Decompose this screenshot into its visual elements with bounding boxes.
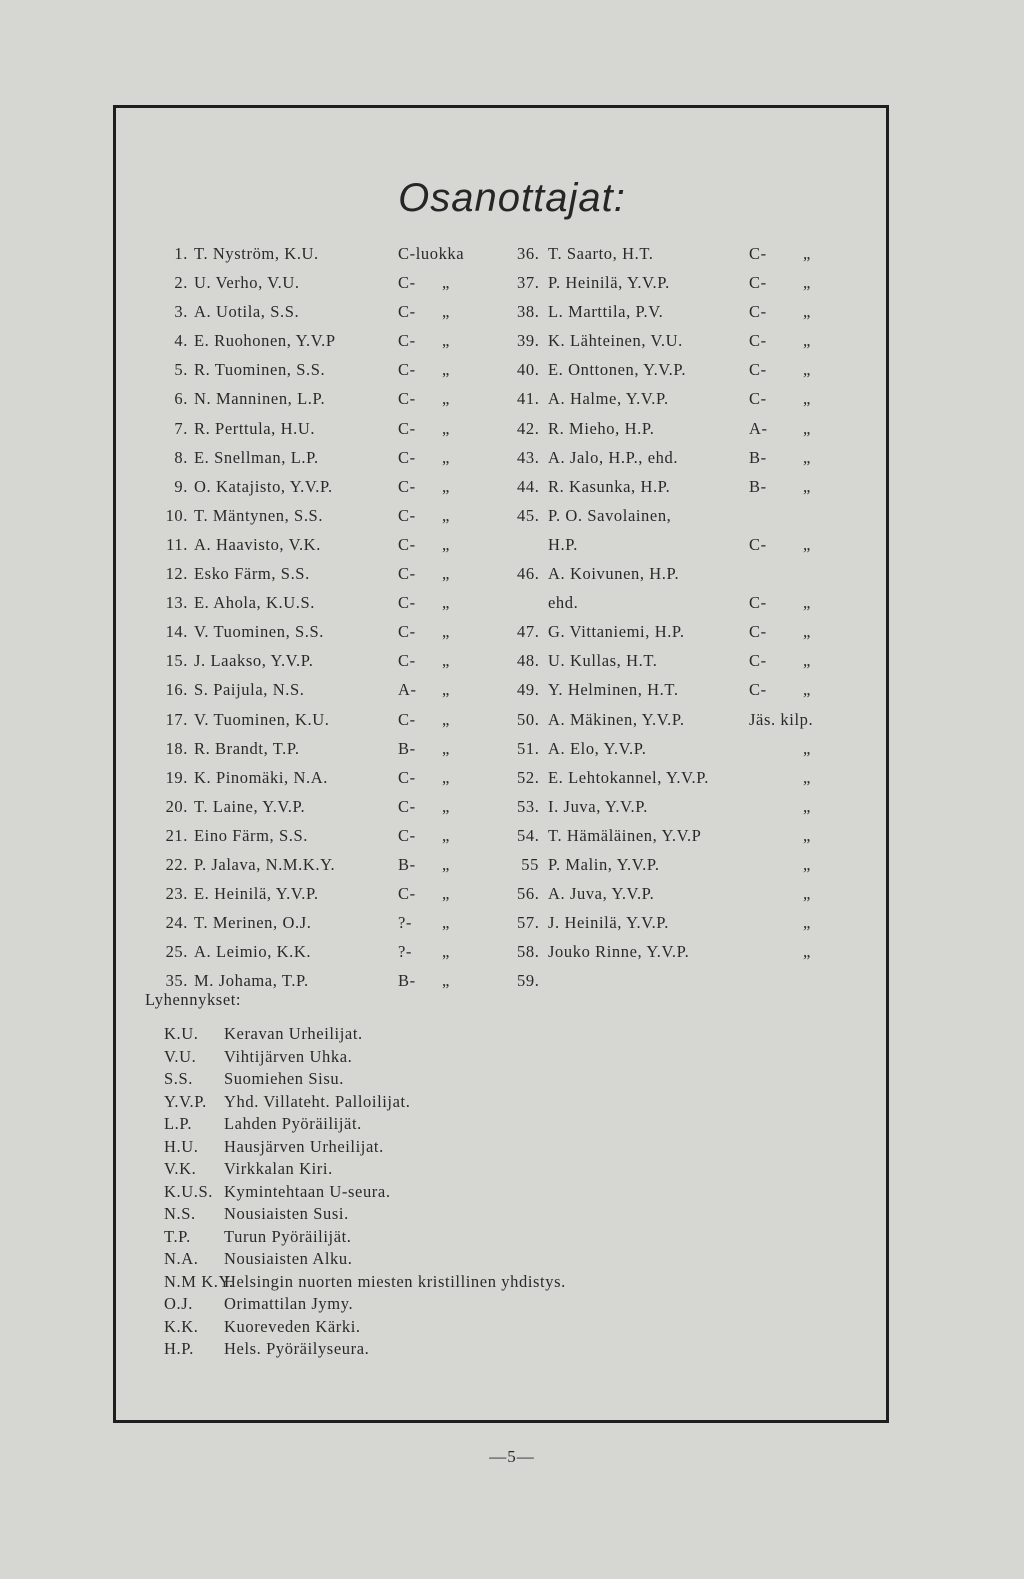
abbreviation-key: S.S. [164, 1069, 194, 1088]
participant-number: 3. [174, 302, 188, 322]
ditto-mark: „ [442, 360, 450, 380]
participant-number: 38. [517, 302, 540, 322]
participant-name: P. Jalava, N.M.K.Y. [194, 854, 336, 874]
abbreviation-key: K.U. [164, 1024, 199, 1043]
participant-name: K. Lähteinen, V.U. [548, 331, 683, 351]
ditto-mark: „ [803, 680, 811, 700]
ditto-mark: „ [442, 738, 450, 758]
participant-class: C- [398, 447, 416, 467]
participant-name: R. Brandt, T.P. [194, 738, 300, 758]
ditto-mark: „ [803, 767, 811, 787]
participant-name: S. Paijula, N.S. [194, 680, 305, 700]
ditto-mark: „ [442, 825, 450, 845]
participant-class: B- [398, 971, 416, 991]
ditto-mark: „ [442, 331, 450, 351]
participant-name: A. Jalo, H.P., ehd. [548, 447, 679, 467]
ditto-mark: „ [442, 942, 450, 962]
ditto-mark: „ [442, 651, 450, 671]
participant-class: B- [749, 476, 767, 496]
ditto-mark: „ [442, 593, 450, 613]
participant-number: 37. [517, 273, 540, 293]
participant-name: T. Mäntynen, S.S. [194, 505, 324, 525]
participant-name: P. Heinilä, Y.V.P. [548, 273, 670, 293]
participant-class: C- [398, 622, 416, 642]
ditto-mark: „ [803, 942, 811, 962]
participant-number: 17. [165, 709, 188, 729]
participant-name: ehd. [548, 593, 579, 613]
ditto-mark: „ [803, 273, 811, 293]
participant-name: T. Hämäläinen, Y.V.P [548, 825, 702, 845]
participant-number: 18. [165, 738, 188, 758]
participant-class: C- [398, 709, 416, 729]
participant-name: A. Mäkinen, Y.V.P. [548, 709, 685, 729]
ditto-mark: „ [803, 476, 811, 496]
participant-number: 36. [517, 244, 540, 263]
participant-name: A. Uotila, S.S. [194, 302, 300, 322]
participant-name: E. Heinilä, Y.V.P. [194, 884, 319, 904]
participant-class: C- [398, 651, 416, 671]
participant-number: 58. [517, 942, 540, 962]
ditto-mark: „ [442, 622, 450, 642]
participant-number: 21. [165, 825, 188, 845]
participant-class: C- [398, 593, 416, 613]
participant-class: C- [749, 244, 767, 263]
participant-number: 15. [165, 651, 188, 671]
participant-name: Eino Färm, S.S. [194, 825, 308, 845]
participant-class: B- [398, 854, 416, 874]
participant-name: R. Kasunka, H.P. [548, 476, 671, 496]
ditto-mark: „ [442, 767, 450, 787]
participant-name: U. Verho, V.U. [194, 273, 300, 293]
participant-class: Jäs. kilp. [749, 709, 814, 729]
participant-class: C- [398, 564, 416, 584]
participant-name: K. Pinomäki, N.A. [194, 767, 328, 787]
abbreviations-heading: Lyhennykset: [145, 990, 242, 1009]
participant-class: C- [398, 273, 416, 293]
ditto-mark: „ [803, 738, 811, 758]
abbreviation-key: N.M K.Y. [164, 1271, 234, 1291]
participant-number: 57. [517, 913, 540, 933]
participant-class: ?- [398, 942, 413, 962]
participant-name: A. Juva, Y.V.P. [548, 884, 655, 904]
ditto-mark: „ [442, 854, 450, 874]
abbreviation-value: Kuoreveden Kärki. [224, 1316, 361, 1336]
participant-number: 50. [517, 709, 540, 729]
ditto-mark: „ [803, 884, 811, 904]
abbreviation-value: Nousiaisten Susi. [224, 1204, 349, 1223]
participant-name: A. Leimio, K.K. [194, 942, 312, 962]
ditto-mark: „ [803, 302, 811, 322]
ditto-mark: „ [803, 244, 811, 263]
participant-number: 23. [165, 884, 188, 904]
participant-class: C- [749, 302, 767, 322]
participant-number: 41. [517, 389, 540, 409]
participant-class: C- [398, 884, 416, 904]
ditto-mark: „ [442, 680, 450, 700]
participant-name: T. Laine, Y.V.P. [194, 796, 306, 816]
participant-number: 52. [517, 767, 540, 787]
participant-number: 8. [174, 447, 188, 467]
participant-number: 20. [165, 796, 188, 816]
abbreviation-value: Orimattilan Jymy. [224, 1294, 354, 1313]
participant-number: 10. [165, 505, 188, 525]
participant-class: C- [398, 825, 416, 845]
participant-number: 48. [517, 651, 540, 671]
participant-number: 1. [174, 244, 188, 263]
ditto-mark: „ [803, 447, 811, 467]
participant-name: M. Johama, T.P. [194, 971, 309, 991]
abbreviation-key: V.U. [164, 1046, 197, 1066]
participant-name: G. Vittaniemi, H.P. [548, 622, 685, 642]
ditto-mark: „ [442, 273, 450, 293]
ditto-mark: „ [803, 796, 811, 816]
ditto-mark: „ [442, 796, 450, 816]
ditto-mark: „ [442, 564, 450, 584]
participant-class: ?- [398, 913, 413, 933]
participant-number: 14. [165, 622, 188, 642]
participant-number: 47. [517, 622, 540, 642]
abbreviation-key: O.J. [164, 1294, 193, 1313]
participant-class: C- [749, 651, 767, 671]
ditto-mark: „ [803, 331, 811, 351]
abbreviation-key: L.P. [164, 1114, 193, 1133]
participant-name: A. Haavisto, V.K. [194, 534, 321, 554]
ditto-mark: „ [803, 825, 811, 845]
participant-number: 7. [174, 418, 188, 438]
participant-number: 22. [165, 854, 188, 874]
participant-number: 9. [174, 476, 188, 496]
participant-name: V. Tuominen, K.U. [194, 709, 330, 729]
participant-number: 19. [165, 767, 188, 787]
participant-name: U. Kullas, H.T. [548, 651, 658, 671]
participant-name: T. Merinen, O.J. [194, 913, 312, 933]
participant-number: 51. [517, 738, 540, 758]
participant-name: N. Manninen, L.P. [194, 389, 326, 409]
participant-name: T. Nyström, K.U. [194, 244, 319, 263]
ditto-mark: „ [442, 476, 450, 496]
participant-name: J. Heinilä, Y.V.P. [548, 913, 669, 933]
ditto-mark: „ [803, 418, 811, 438]
participant-name: T. Saarto, H.T. [548, 244, 654, 263]
participant-name: V. Tuominen, S.S. [194, 622, 325, 642]
participant-name: R. Perttula, H.U. [194, 418, 316, 438]
participant-name: E. Onttonen, Y.V.P. [548, 360, 687, 380]
abbreviation-key: T.P. [164, 1226, 191, 1246]
ditto-mark: „ [442, 302, 450, 322]
participant-name: R. Tuominen, S.S. [194, 360, 326, 380]
abbreviation-value: Hausjärven Urheilijat. [224, 1136, 384, 1156]
participant-class: C- [398, 360, 416, 380]
abbreviation-value: Kymintehtaan U-seura. [224, 1181, 391, 1201]
participant-class: C- [749, 534, 767, 554]
participant-class: C- [398, 796, 416, 816]
abbreviation-value: Lahden Pyöräilijät. [224, 1114, 362, 1133]
ditto-mark: „ [442, 505, 450, 525]
participant-number: 59. [517, 971, 540, 991]
abbreviation-key: N.S. [164, 1204, 196, 1223]
participant-class: C- [749, 273, 767, 293]
participant-class: C- [398, 389, 416, 409]
participant-class: C-luokka [398, 244, 465, 263]
participant-name: J. Laakso, Y.V.P. [194, 651, 314, 671]
participant-class: C- [398, 331, 416, 351]
participant-class: C- [749, 331, 767, 351]
participant-name: R. Mieho, H.P. [548, 418, 655, 438]
abbreviation-value: Nousiaisten Alku. [224, 1249, 353, 1268]
participant-name: H.P. [548, 534, 578, 554]
participant-class: C- [398, 534, 416, 554]
abbreviation-value: Vihtijärven Uhka. [224, 1046, 353, 1066]
participant-name: E. Lehtokannel, Y.V.P. [548, 767, 709, 787]
participant-class: B- [749, 447, 767, 467]
participant-number: 46. [517, 564, 540, 584]
participant-class: C- [749, 680, 767, 700]
participant-number: 44. [517, 476, 540, 496]
participant-number: 53. [517, 796, 540, 816]
participant-name: E. Ruohonen, Y.V.P [194, 331, 336, 351]
page-title: Osanottajat: [398, 176, 626, 220]
participant-name: A. Halme, Y.V.P. [548, 389, 669, 409]
participant-class: C- [398, 418, 416, 438]
ditto-mark: „ [442, 884, 450, 904]
abbreviation-key: H.U. [164, 1136, 199, 1156]
participant-number: 5. [174, 360, 188, 380]
ditto-mark: „ [442, 534, 450, 554]
abbreviation-value: Yhd. Villateht. Palloilijat. [224, 1091, 411, 1111]
participant-name: L. Marttila, P.V. [548, 302, 664, 322]
participant-number: 6. [174, 389, 188, 409]
participant-number: 24. [165, 913, 188, 933]
participant-class: B- [398, 738, 416, 758]
abbreviation-value: Turun Pyöräilijät. [224, 1226, 352, 1246]
participant-number: 35. [165, 971, 188, 991]
participant-class: C- [749, 360, 767, 380]
abbreviation-value: Helsingin nuorten miesten kristillinen yhdistys. [224, 1271, 566, 1291]
abbreviation-value: Suomiehen Sisu. [224, 1069, 344, 1088]
participant-number: 4. [174, 331, 188, 351]
ditto-mark: „ [803, 389, 811, 409]
ditto-mark: „ [803, 360, 811, 380]
participant-class: C- [749, 622, 767, 642]
participant-name: E. Ahola, K.U.S. [194, 593, 315, 613]
participant-class: C- [398, 302, 416, 322]
participant-name: E. Snellman, L.P. [194, 447, 319, 467]
abbreviation-key: K.K. [164, 1316, 199, 1336]
abbreviation-value: Hels. Pyöräilyseura. [224, 1339, 370, 1358]
ditto-mark: „ [803, 854, 811, 874]
abbreviation-value: Virkkalan Kiri. [224, 1159, 333, 1178]
participant-number: 16. [165, 680, 188, 700]
abbreviation-key: K.U.S. [164, 1181, 213, 1201]
ditto-mark: „ [803, 622, 811, 642]
ditto-mark: „ [442, 971, 450, 991]
participant-name: A. Elo, Y.V.P. [548, 738, 647, 758]
participant-class: C- [398, 505, 416, 525]
abbreviation-key: H.P. [164, 1339, 194, 1358]
participant-name: Esko Färm, S.S. [194, 564, 310, 584]
ditto-mark: „ [803, 534, 811, 554]
ditto-mark: „ [442, 447, 450, 467]
participant-number: 11. [166, 534, 188, 554]
participant-name: O. Katajisto, Y.V.P. [194, 476, 333, 496]
participant-class: C- [398, 476, 416, 496]
participant-number: 40. [517, 360, 540, 380]
participant-number: 43. [517, 447, 540, 467]
participant-class: A- [398, 680, 417, 700]
ditto-mark: „ [803, 913, 811, 933]
participant-number: 56. [517, 884, 540, 904]
participant-number: 12. [165, 564, 188, 584]
ditto-mark: „ [442, 389, 450, 409]
participant-number: 45. [517, 505, 540, 525]
participant-number: 25. [165, 942, 188, 962]
participant-number: 54. [517, 825, 540, 845]
participant-number: 49. [517, 680, 540, 700]
participant-number: 2. [174, 273, 188, 293]
abbreviation-key: V.K. [164, 1159, 197, 1178]
ditto-mark: „ [803, 593, 811, 613]
participant-name: I. Juva, Y.V.P. [548, 796, 648, 816]
abbreviation-value: Keravan Urheilijat. [224, 1024, 363, 1043]
participant-name: A. Koivunen, H.P. [548, 564, 680, 584]
participant-class: C- [398, 767, 416, 787]
participant-number: 55 [521, 854, 539, 874]
participant-class: A- [749, 418, 768, 438]
participant-number: 39. [517, 331, 540, 351]
ditto-mark: „ [442, 418, 450, 438]
participant-number: 42. [517, 418, 540, 438]
participant-class: C- [749, 593, 767, 613]
participant-name: P. O. Savolainen, [548, 505, 672, 525]
page-number: —5— [489, 1447, 535, 1466]
abbreviation-key: N.A. [164, 1249, 199, 1268]
ditto-mark: „ [442, 709, 450, 729]
ditto-mark: „ [803, 651, 811, 671]
participant-number: 13. [165, 593, 188, 613]
abbreviation-key: Y.V.P. [164, 1091, 207, 1111]
participant-name: Y. Helminen, H.T. [548, 680, 679, 700]
ditto-mark: „ [442, 913, 450, 933]
participant-class: C- [749, 389, 767, 409]
participant-name: P. Malin, Y.V.P. [548, 854, 660, 874]
participant-name: Jouko Rinne, Y.V.P. [548, 942, 690, 962]
